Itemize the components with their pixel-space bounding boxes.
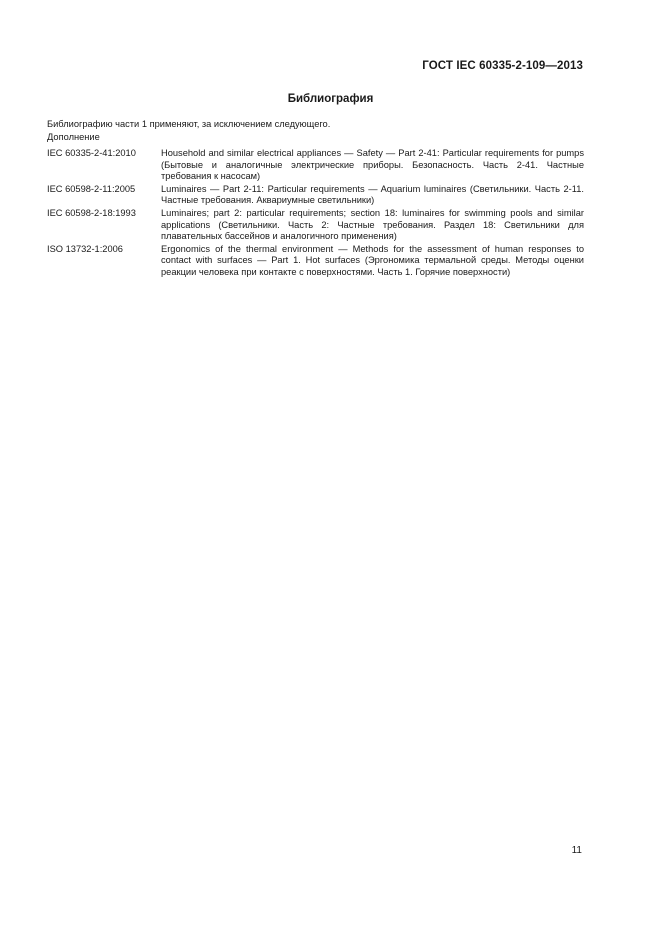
bibliography-code: ISO 13732-1:2006: [47, 243, 123, 254]
bibliography-code: IEC 60598-2-11:2005: [47, 183, 136, 194]
bibliography-entry: [47, 244, 584, 279]
section-title: Библиография: [287, 93, 374, 105]
intro-line: Библиографию части 1 применяют, за исключением следующего.: [47, 119, 331, 129]
bibliography-entry: [47, 184, 584, 207]
bibliography-entry: [47, 148, 584, 183]
bibliography-code: IEC 60598-2-18:1993: [47, 207, 136, 218]
bibliography-description: Household and similar electrical appliances — Safety — Part 2-41: Particular requirements for pumps (Бытовые и аналогичные электрические приборы. Безопасность. Часть 2-41. Частные требования к насосам): [161, 148, 584, 182]
bibliography-code: IEC 60335-2-41:2010: [47, 148, 136, 158]
intro-paragraph: [47, 118, 330, 143]
bibliography-list: [47, 148, 584, 280]
bibliography-description: Luminaires — Part 2-11: Particular requirements — Aquarium luminaires (Светильники. Часть 2-11. Частные требования. Аквариумные светильники): [161, 183, 584, 206]
bibliography-description: Ergonomics of the thermal environment — Methods for the assessment of human responses to contact with surfaces — Part 1. Hot surfaces (Эргономика термальной среды. Методы оценки реакции человека при контакте с поверхностями. Часть 1. Горячие поверхности): [161, 243, 584, 277]
bibliography-entry: [47, 208, 584, 243]
bibliography-description: Luminaires; part 2: particular requirements; section 18: luminaires for swimming pools and similar applications (Светильники. Часть 2: Частные требования. Раздел 18: Светильники для плавательных бассейнов и аналогичного применения): [161, 207, 584, 242]
page-number: 11: [571, 845, 582, 856]
intro-addendum-label: Дополнение: [47, 131, 100, 142]
document-code-header: ГОСТ IEC 60335-2-109—2013: [422, 60, 583, 72]
